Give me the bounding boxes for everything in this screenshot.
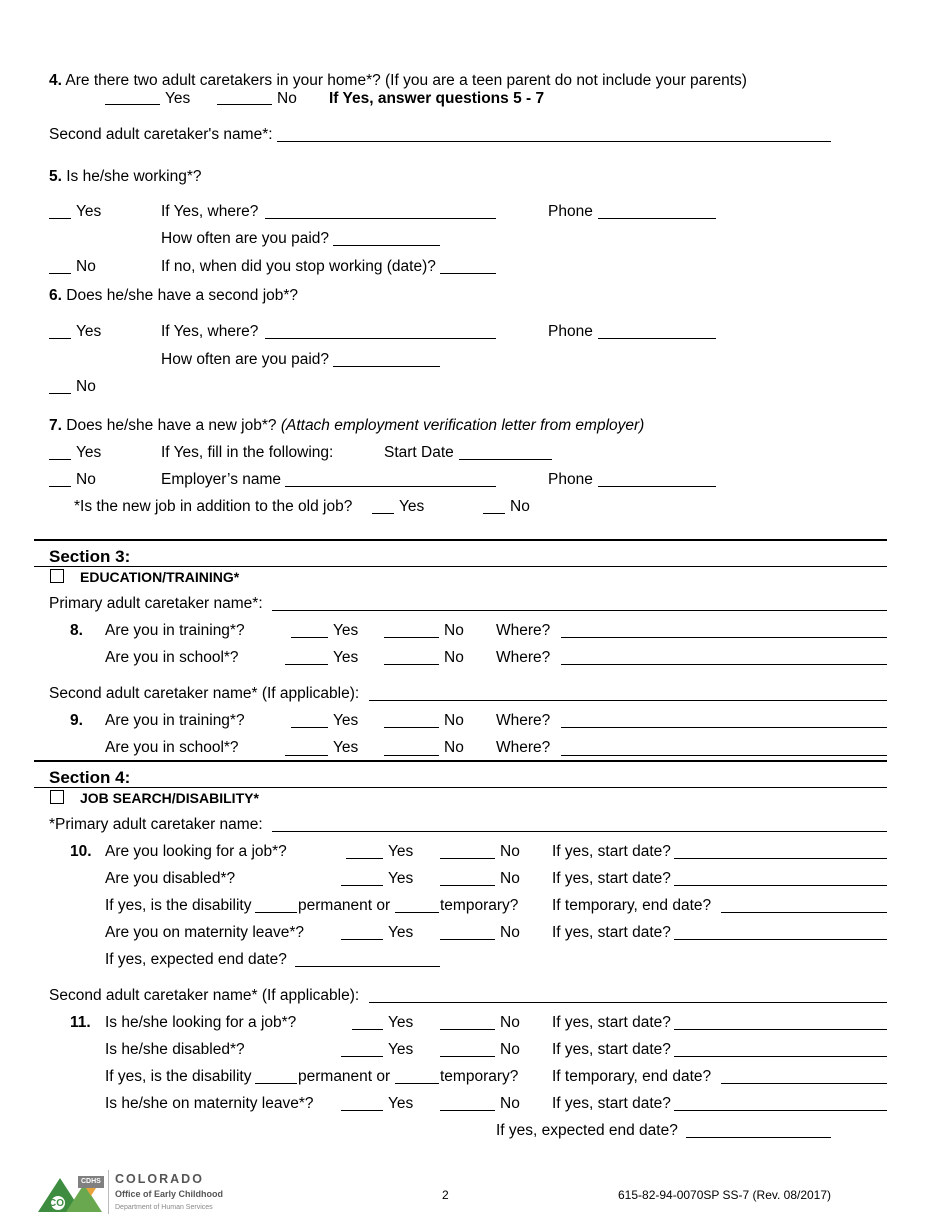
- q10-looking-label: Are you looking for a job*?: [105, 843, 287, 860]
- q11-expected-end-label: If yes, expected end date?: [496, 1122, 678, 1139]
- section3-top-rule: [34, 539, 887, 541]
- q10-disabled-no-blank[interactable]: [440, 885, 495, 886]
- q11-disabled-label: Is he/she disabled*?: [105, 1041, 245, 1058]
- second-caretaker-name-label: Second adult caretaker's name*:: [49, 126, 273, 143]
- q11-maternity-no-blank[interactable]: [440, 1110, 495, 1111]
- q9-training-no-label: No: [444, 712, 464, 729]
- q9-training-no-blank[interactable]: [384, 727, 439, 728]
- q10-disabled-label: Are you disabled*?: [105, 870, 236, 887]
- q8-school-yes-blank[interactable]: [285, 664, 328, 665]
- logo-brand: COLORADO: [115, 1172, 204, 1186]
- q8-number: 8.: [70, 622, 83, 639]
- section4-subtitle: JOB SEARCH/DISABILITY*: [80, 790, 259, 806]
- q7-text: Does he/she have a new job*?: [66, 417, 277, 434]
- q6-phone-field[interactable]: [598, 338, 716, 339]
- q10-looking-no-blank[interactable]: [440, 858, 495, 859]
- q6-no-label: No: [76, 378, 96, 395]
- q10-maternity-no-blank[interactable]: [440, 939, 495, 940]
- q10-permanent-blank[interactable]: [255, 912, 297, 913]
- q11-permanent-label: permanent or: [298, 1068, 391, 1085]
- q10-temporary-blank[interactable]: [395, 912, 439, 913]
- q9-number: 9.: [70, 712, 83, 729]
- q8-school-label: Are you in school*?: [105, 649, 239, 666]
- section4-top-rule: [34, 760, 887, 762]
- q10-temporary-label: temporary?: [440, 897, 519, 914]
- q11-disabled-start-label: If yes, start date?: [552, 1041, 671, 1058]
- q7-addition-label: *Is the new job in addition to the old job?: [74, 498, 353, 515]
- section3-checkbox[interactable]: [50, 569, 64, 583]
- section3-subtitle: EDUCATION/TRAINING*: [80, 569, 240, 585]
- q11-temp-end-label: If temporary, end date?: [552, 1068, 712, 1085]
- q11-disabled-yes-label: Yes: [388, 1041, 414, 1058]
- q10-disabled-yes-blank[interactable]: [341, 885, 383, 886]
- q4-instruction: If Yes, answer questions 5 - 7: [329, 90, 545, 107]
- q7-employer-label: Employer’s name: [161, 471, 282, 488]
- q8-training-no-label: No: [444, 622, 464, 639]
- q5-yes-blank[interactable]: [49, 218, 71, 219]
- q10-maternity-start-label: If yes, start date?: [552, 924, 671, 941]
- q4-question: [49, 72, 747, 90]
- s3-second-label: Second adult caretaker name* (If applicable):: [49, 685, 360, 702]
- q6-where-label: If Yes, where?: [161, 323, 259, 340]
- q9-training-label: Are you in training*?: [105, 712, 245, 729]
- q8-school-no-label: No: [444, 649, 464, 666]
- q5-text: Is he/she working*?: [66, 168, 202, 185]
- q10-maternity-start-field[interactable]: [674, 939, 887, 940]
- section4-title: Section 4:: [49, 768, 131, 787]
- q8-school-no-blank[interactable]: [384, 664, 439, 665]
- q11-disabled-no-label: No: [500, 1041, 520, 1058]
- q8-school-where-label: Where?: [496, 649, 551, 666]
- section4-checkbox[interactable]: [50, 790, 64, 804]
- q11-disabled-no-blank[interactable]: [440, 1056, 495, 1057]
- q10-disabled-start-label: If yes, start date?: [552, 870, 671, 887]
- s3-primary-name-field[interactable]: [272, 610, 887, 611]
- q7-addition-no-label: No: [510, 498, 530, 515]
- q11-disability-label: If yes, is the disability: [105, 1068, 252, 1085]
- q7-phone-label: Phone: [548, 471, 593, 488]
- q11-looking-yes-label: Yes: [388, 1014, 414, 1031]
- q10-expected-end-field[interactable]: [295, 966, 440, 967]
- q7-note: (Attach employment verification letter from employer): [280, 417, 645, 434]
- q8-training-no-blank[interactable]: [384, 637, 439, 638]
- q7-number: 7.: [49, 417, 62, 434]
- q11-maternity-start-label: If yes, start date?: [552, 1095, 671, 1112]
- q8-school-where-field[interactable]: [561, 664, 887, 665]
- s4-primary-name-field[interactable]: [272, 831, 887, 832]
- q6-text: Does he/she have a second job*?: [66, 287, 299, 304]
- q6-paid-label: How often are you paid?: [161, 351, 330, 368]
- q7-addition-yes-label: Yes: [399, 498, 425, 515]
- q7-no-blank[interactable]: [49, 486, 71, 487]
- q6-where-field[interactable]: [265, 338, 496, 339]
- q10-disability-label: If yes, is the disability: [105, 897, 252, 914]
- q11-maternity-label: Is he/she on maternity leave*?: [105, 1095, 314, 1112]
- q9-training-where-field[interactable]: [561, 727, 887, 728]
- q4-number: 4.: [49, 72, 62, 89]
- q11-maternity-start-field[interactable]: [674, 1110, 887, 1111]
- q10-permanent-label: permanent or: [298, 897, 391, 914]
- q7-start-date-label: Start Date: [384, 444, 454, 461]
- q7-employer-field[interactable]: [285, 486, 496, 487]
- q6-yes-label: Yes: [76, 323, 102, 340]
- q11-looking-yes-blank[interactable]: [352, 1029, 383, 1030]
- q11-temp-end-field[interactable]: [721, 1083, 887, 1084]
- q11-disabled-start-field[interactable]: [674, 1056, 887, 1057]
- page-number: 2: [442, 1188, 449, 1202]
- q8-training-where-label: Where?: [496, 622, 551, 639]
- q4-yes-label: Yes: [165, 90, 191, 107]
- q10-maternity-yes-blank[interactable]: [341, 939, 383, 940]
- q10-looking-start-field[interactable]: [674, 858, 887, 859]
- s4-primary-label: *Primary adult caretaker name:: [49, 816, 263, 833]
- q5-stop-date-field[interactable]: [440, 273, 496, 274]
- q9-training-yes-label: Yes: [333, 712, 359, 729]
- q7-addition-no-blank[interactable]: [483, 513, 505, 514]
- q5-where-label: If Yes, where?: [161, 203, 259, 220]
- q10-temp-end-label: If temporary, end date?: [552, 897, 712, 914]
- q11-maternity-yes-blank[interactable]: [341, 1110, 383, 1111]
- q4-no-label: No: [277, 90, 297, 107]
- s4-second-name-field[interactable]: [369, 1002, 887, 1003]
- q7-fill-label: If Yes, fill in the following:: [161, 444, 334, 461]
- q7-no-label: No: [76, 471, 96, 488]
- q9-training-where-label: Where?: [496, 712, 551, 729]
- q5-question: [49, 168, 202, 186]
- q7-question: [49, 417, 644, 435]
- q11-maternity-no-label: No: [500, 1095, 520, 1112]
- q9-school-no-blank[interactable]: [384, 755, 439, 756]
- q6-question: [49, 287, 298, 305]
- q11-temporary-label: temporary?: [440, 1068, 519, 1085]
- q11-looking-start-label: If yes, start date?: [552, 1014, 671, 1031]
- q11-permanent-blank[interactable]: [255, 1083, 297, 1084]
- q10-looking-start-label: If yes, start date?: [552, 843, 671, 860]
- q11-looking-start-field[interactable]: [674, 1029, 887, 1030]
- q8-training-yes-blank[interactable]: [291, 637, 328, 638]
- q6-phone-label: Phone: [548, 323, 593, 340]
- form-id: 615-82-94-0070SP SS-7 (Rev. 08/2017): [618, 1188, 832, 1202]
- q9-school-where-field[interactable]: [561, 755, 887, 756]
- logo-badge: CDHS: [81, 1178, 101, 1185]
- section3-title: Section 3:: [49, 547, 131, 566]
- logo-co: CO: [49, 1198, 64, 1209]
- q5-number: 5.: [49, 168, 62, 185]
- q6-yes-blank[interactable]: [49, 338, 71, 339]
- q5-phone-label: Phone: [548, 203, 593, 220]
- s4-second-label: Second adult caretaker name* (If applicable):: [49, 987, 360, 1004]
- q10-disabled-start-field[interactable]: [674, 885, 887, 886]
- q7-yes-blank[interactable]: [49, 459, 71, 460]
- q6-paid-field[interactable]: [333, 366, 440, 367]
- q11-disabled-yes-blank[interactable]: [341, 1056, 383, 1057]
- q5-phone-field[interactable]: [598, 218, 716, 219]
- q7-addition-yes-blank[interactable]: [372, 513, 394, 514]
- q6-no-blank[interactable]: [49, 393, 71, 394]
- q10-number: 10.: [70, 843, 92, 860]
- q9-school-label: Are you in school*?: [105, 739, 239, 756]
- q11-looking-no-label: No: [500, 1014, 520, 1031]
- section4-title-rule: [34, 787, 887, 788]
- q6-number: 6.: [49, 287, 62, 304]
- q8-training-yes-label: Yes: [333, 622, 359, 639]
- q4-yes-blank[interactable]: [105, 104, 160, 105]
- q5-stop-label: If no, when did you stop working (date)?: [161, 258, 436, 275]
- s3-primary-label: Primary adult caretaker name*:: [49, 595, 263, 612]
- q11-looking-no-blank[interactable]: [440, 1029, 495, 1030]
- q10-maternity-label: Are you on maternity leave*?: [105, 924, 305, 941]
- logo-line2: Department of Human Services: [115, 1204, 213, 1211]
- q8-training-where-field[interactable]: [561, 637, 887, 638]
- q5-paid-label: How often are you paid?: [161, 230, 330, 247]
- q7-yes-label: Yes: [76, 444, 102, 461]
- q11-temporary-blank[interactable]: [395, 1083, 439, 1084]
- q5-no-blank[interactable]: [49, 273, 71, 274]
- q11-looking-label: Is he/she looking for a job*?: [105, 1014, 297, 1031]
- q5-no-label: No: [76, 258, 96, 275]
- q10-maternity-yes-label: Yes: [388, 924, 414, 941]
- q10-disabled-yes-label: Yes: [388, 870, 414, 887]
- q5-yes-label: Yes: [76, 203, 102, 220]
- q9-school-no-label: No: [444, 739, 464, 756]
- logo-line1: Office of Early Childhood: [115, 1189, 224, 1199]
- q10-looking-yes-label: Yes: [388, 843, 414, 860]
- q11-maternity-yes-label: Yes: [388, 1095, 414, 1112]
- q8-training-label: Are you in training*?: [105, 622, 245, 639]
- q10-looking-no-label: No: [500, 843, 520, 860]
- q10-disabled-no-label: No: [500, 870, 520, 887]
- q4-text: Are there two adult caretakers in your home*? (If you are a teen parent do not include your parents): [65, 72, 747, 89]
- second-caretaker-name-field[interactable]: [277, 141, 831, 142]
- colorado-oec-logo: [38, 1170, 238, 1216]
- q11-number: 11.: [70, 1014, 91, 1031]
- q10-temp-end-field[interactable]: [721, 912, 887, 913]
- q9-training-yes-blank[interactable]: [291, 727, 328, 728]
- q10-looking-yes-blank[interactable]: [346, 858, 383, 859]
- q8-school-yes-label: Yes: [333, 649, 359, 666]
- s3-second-name-field[interactable]: [369, 700, 887, 701]
- q10-expected-end-label: If yes, expected end date?: [105, 951, 287, 968]
- q9-school-yes-blank[interactable]: [285, 755, 328, 756]
- logo-divider: [108, 1170, 109, 1214]
- q7-phone-field[interactable]: [598, 486, 716, 487]
- q5-paid-field[interactable]: [333, 245, 440, 246]
- q9-school-yes-label: Yes: [333, 739, 359, 756]
- q11-expected-end-field[interactable]: [686, 1137, 831, 1138]
- q5-where-field[interactable]: [265, 218, 496, 219]
- q10-maternity-no-label: No: [500, 924, 520, 941]
- q7-start-date-field[interactable]: [459, 459, 552, 460]
- q9-school-where-label: Where?: [496, 739, 551, 756]
- section3-title-rule: [34, 566, 887, 567]
- q4-no-blank[interactable]: [217, 104, 272, 105]
